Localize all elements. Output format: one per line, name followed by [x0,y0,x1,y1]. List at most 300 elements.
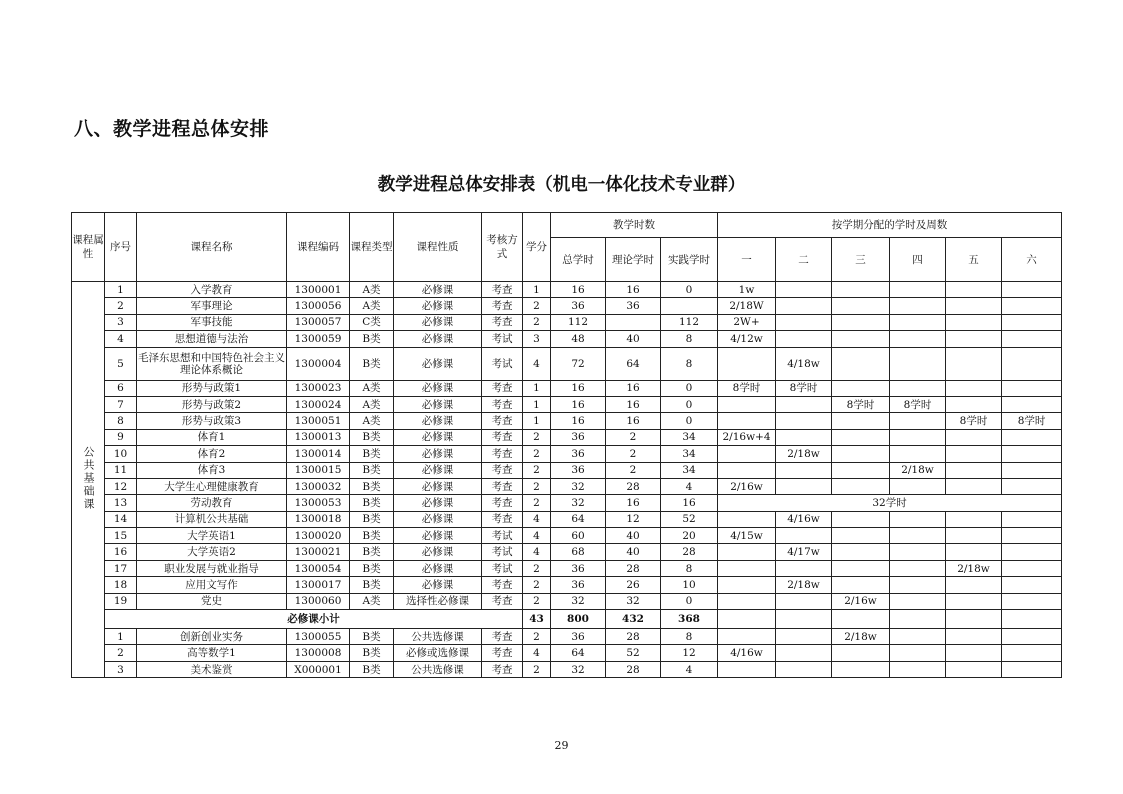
course-code: 1300057 [287,314,350,330]
credit: 2 [523,560,551,576]
credit: 2 [523,661,551,677]
row-index: 3 [105,661,137,677]
course-nature: 公共选修课 [394,629,482,645]
total-hours: 32 [551,661,606,677]
semester-4 [890,645,946,661]
table-row [72,446,1062,462]
row-index: 3 [105,314,137,330]
table-row [72,298,1062,314]
semester-1 [718,347,776,380]
row-index: 10 [105,446,137,462]
row-index: 13 [105,495,137,511]
course-nature: 必修课 [394,380,482,396]
table-title: 教学进程总体安排表（机电一体化技术专业群） [377,175,746,195]
semester-4: 2/18w [890,462,946,478]
semester-6 [1002,396,1062,412]
practice-hours: 0 [661,593,718,609]
total-hours: 32 [551,495,606,511]
row-index: 2 [105,645,137,661]
exam-method: 考查 [482,396,523,412]
semester-3 [832,282,890,298]
subtotal-semester-1 [718,610,776,629]
total-hours: 60 [551,528,606,544]
course-type: B类 [350,629,394,645]
course-code: 1300004 [287,347,350,380]
course-code: 1300015 [287,462,350,478]
semester-2 [776,629,832,645]
practice-hours: 34 [661,446,718,462]
row-index: 2 [105,298,137,314]
theory-hours: 32 [606,593,661,609]
course-nature: 必修课 [394,528,482,544]
row-index: 5 [105,347,137,380]
semester-5 [946,331,1002,347]
course-type: B类 [350,462,394,478]
table-row [72,593,1062,609]
semester-1 [718,560,776,576]
exam-method: 考查 [482,593,523,609]
row-index: 18 [105,577,137,593]
total-hours: 32 [551,593,606,609]
table-row [72,560,1062,576]
semester-5 [946,314,1002,330]
semester-4 [890,347,946,380]
practice-hours: 8 [661,560,718,576]
semester-3 [832,347,890,380]
practice-hours: 8 [661,347,718,380]
credit: 2 [523,478,551,494]
semester-2 [776,298,832,314]
semester-6 [1002,429,1062,445]
course-nature: 必修课 [394,429,482,445]
practice-hours: 0 [661,380,718,396]
header-nature: 课程性质 [394,213,482,282]
course-code: 1300001 [287,282,350,298]
semester-1: 1w [718,282,776,298]
total-hours: 36 [551,446,606,462]
total-hours: 72 [551,347,606,380]
credit: 1 [523,380,551,396]
credit: 2 [523,446,551,462]
course-code: 1300032 [287,478,350,494]
theory-hours: 40 [606,544,661,560]
semester-6 [1002,645,1062,661]
course-code: 1300020 [287,528,350,544]
header-practice-hours: 实践学时 [661,238,718,282]
course-nature: 必修课 [394,495,482,511]
semester-1: 2W+ [718,314,776,330]
exam-method: 考试 [482,544,523,560]
course-name: 思想道德与法治 [137,331,287,347]
exam-method: 考查 [482,462,523,478]
subtotal-semester-3 [832,610,890,629]
semester-3 [832,314,890,330]
course-name: 大学英语2 [137,544,287,560]
theory-hours: 28 [606,661,661,677]
theory-hours: 36 [606,298,661,314]
semester-1 [718,629,776,645]
semester-3: 2/18w [832,629,890,645]
table-row [72,528,1062,544]
theory-hours [606,314,661,330]
semester-5 [946,347,1002,380]
course-type: A类 [350,396,394,412]
semester-4 [890,413,946,429]
credit: 4 [523,511,551,527]
table-row [72,429,1062,445]
semester-6 [1002,528,1062,544]
exam-method: 考查 [482,298,523,314]
course-name: 军事理论 [137,298,287,314]
credit: 2 [523,629,551,645]
semester-3 [832,478,890,494]
course-nature: 必修课 [394,577,482,593]
credit: 2 [523,495,551,511]
semester-6 [1002,446,1062,462]
table-row [72,478,1062,494]
semester-6 [1002,380,1062,396]
table-row [72,396,1062,412]
total-hours: 68 [551,544,606,560]
semester-5 [946,593,1002,609]
course-type: A类 [350,413,394,429]
header-category: 课程属性 [72,213,105,282]
exam-method: 考查 [482,577,523,593]
subtotal-total-hours: 800 [551,610,606,629]
table-row [72,661,1062,677]
course-code: 1300008 [287,645,350,661]
total-hours: 16 [551,413,606,429]
course-type: A类 [350,593,394,609]
exam-method: 考试 [482,347,523,380]
course-name: 计算机公共基础 [137,511,287,527]
semester-3 [832,429,890,445]
header-hours-group: 教学时数 [551,213,718,238]
course-name: 劳动教育 [137,495,287,511]
credit: 2 [523,314,551,330]
course-type: B类 [350,446,394,462]
exam-method: 考试 [482,560,523,576]
theory-hours: 52 [606,645,661,661]
theory-hours: 28 [606,560,661,576]
practice-hours: 10 [661,577,718,593]
semester-5 [946,528,1002,544]
course-code: 1300021 [287,544,350,560]
total-hours: 36 [551,629,606,645]
exam-method: 考查 [482,661,523,677]
course-code: 1300056 [287,298,350,314]
semester-1 [718,544,776,560]
semester-5 [946,380,1002,396]
semester-4 [890,511,946,527]
semester-6 [1002,560,1062,576]
course-nature: 必修课 [394,331,482,347]
course-type: A类 [350,298,394,314]
course-name: 体育2 [137,446,287,462]
table-row [72,331,1062,347]
course-name: 体育3 [137,462,287,478]
course-type: B类 [350,577,394,593]
course-type: B类 [350,544,394,560]
semester-4 [890,380,946,396]
semester-2 [776,645,832,661]
course-name: 应用文写作 [137,577,287,593]
semester-2: 2/18w [776,577,832,593]
theory-hours: 40 [606,528,661,544]
table-row [72,380,1062,396]
category-label: 公共基础课 [82,445,95,511]
course-nature: 必修课 [394,347,482,380]
course-code: 1300014 [287,446,350,462]
practice-hours: 0 [661,282,718,298]
exam-method: 考查 [482,629,523,645]
semester-3 [832,577,890,593]
credit: 2 [523,577,551,593]
course-type: B类 [350,528,394,544]
semester-6 [1002,511,1062,527]
semester-3 [832,560,890,576]
semester-2: 2/18w [776,446,832,462]
row-index: 4 [105,331,137,347]
semester-1 [718,511,776,527]
semester-3 [832,645,890,661]
course-code: 1300059 [287,331,350,347]
credit: 4 [523,544,551,560]
semester-5 [946,577,1002,593]
category-cell [72,282,105,678]
practice-hours: 52 [661,511,718,527]
semester-4 [890,629,946,645]
semester-4 [890,528,946,544]
subtotal-credit: 43 [523,610,551,629]
course-nature: 必修课 [394,446,482,462]
practice-hours: 8 [661,331,718,347]
course-type: A类 [350,380,394,396]
course-type: C类 [350,314,394,330]
semester-5 [946,282,1002,298]
exam-method: 考查 [482,413,523,429]
course-type: B类 [350,331,394,347]
course-nature: 必修课 [394,413,482,429]
course-code: 1300060 [287,593,350,609]
semester-3 [832,511,890,527]
course-nature: 必修课 [394,511,482,527]
subtotal-semester-6 [1002,610,1062,629]
course-code: 1300013 [287,429,350,445]
table-row [72,314,1062,330]
course-type: B类 [350,560,394,576]
row-index: 16 [105,544,137,560]
header-type: 课程类型 [350,213,394,282]
theory-hours: 2 [606,429,661,445]
semester-2: 4/18w [776,347,832,380]
subtotal-practice-hours: 368 [661,610,718,629]
semester-3: 8学时 [832,396,890,412]
practice-hours: 34 [661,429,718,445]
exam-method: 考查 [482,446,523,462]
course-nature: 必修课 [394,544,482,560]
course-type: B类 [350,429,394,445]
semester-1 [718,661,776,677]
course-code: 1300054 [287,560,350,576]
row-index: 12 [105,478,137,494]
table-row [72,629,1062,645]
header-semester-1: 一 [718,238,776,282]
credit: 1 [523,396,551,412]
theory-hours: 26 [606,577,661,593]
table-row [72,282,1062,298]
course-name: 高等数学1 [137,645,287,661]
course-type: B类 [350,495,394,511]
semester-5 [946,544,1002,560]
semester-5 [946,396,1002,412]
course-code: 1300051 [287,413,350,429]
semester-2 [776,661,832,677]
semester-3 [832,462,890,478]
total-hours: 36 [551,560,606,576]
subtotal-row [72,610,1062,629]
semester-5 [946,462,1002,478]
semester-2 [776,560,832,576]
theory-hours: 64 [606,347,661,380]
table-row [72,495,1062,511]
row-index: 11 [105,462,137,478]
semester-6 [1002,544,1062,560]
semester-5 [946,661,1002,677]
course-name: 形势与政策3 [137,413,287,429]
table-row [72,413,1062,429]
theory-hours: 40 [606,331,661,347]
row-index: 1 [105,282,137,298]
header-semester-6: 六 [1002,238,1062,282]
course-code: 1300023 [287,380,350,396]
semester-3 [832,331,890,347]
subtotal-semester-2 [776,610,832,629]
semester-1: 2/16w+4 [718,429,776,445]
course-nature: 必修课 [394,298,482,314]
course-name: 毛泽东思想和中国特色社会主义理论体系概论 [137,347,287,380]
semester-4 [890,661,946,677]
table-row [72,544,1062,560]
semester-1: 8学时 [718,380,776,396]
course-code: X000001 [287,661,350,677]
course-name: 职业发展与就业指导 [137,560,287,576]
semester-1 [718,413,776,429]
theory-hours: 28 [606,629,661,645]
practice-hours: 8 [661,629,718,645]
theory-hours: 28 [606,478,661,494]
theory-hours: 16 [606,396,661,412]
semester-2 [776,314,832,330]
exam-method: 考试 [482,331,523,347]
subtotal-theory-hours: 432 [606,610,661,629]
exam-method: 考查 [482,495,523,511]
credit: 4 [523,528,551,544]
course-name: 体育1 [137,429,287,445]
credit: 4 [523,347,551,380]
header-semester-4: 四 [890,238,946,282]
practice-hours [661,298,718,314]
semester-4 [890,446,946,462]
total-hours: 48 [551,331,606,347]
semester-4 [890,478,946,494]
credit: 2 [523,462,551,478]
header-semester-group: 按学期分配的学时及周数 [718,213,1062,238]
total-hours: 36 [551,462,606,478]
exam-method: 考查 [482,645,523,661]
semester-5 [946,429,1002,445]
header-semester-5: 五 [946,238,1002,282]
semester-4 [890,298,946,314]
row-index: 14 [105,511,137,527]
semester-1 [718,593,776,609]
schedule-table [71,212,1062,678]
semester-5: 8学时 [946,413,1002,429]
course-nature: 必修课 [394,478,482,494]
semester-6 [1002,661,1062,677]
exam-method: 考查 [482,380,523,396]
credit: 3 [523,331,551,347]
semester-6 [1002,314,1062,330]
practice-hours: 28 [661,544,718,560]
semester-2 [776,593,832,609]
semester-5 [946,298,1002,314]
semester-3: 2/16w [832,593,890,609]
subtotal-semester-4 [890,610,946,629]
exam-method: 考查 [482,429,523,445]
semester-3 [832,413,890,429]
row-index: 19 [105,593,137,609]
semester-3 [832,446,890,462]
semester-6: 8学时 [1002,413,1062,429]
course-name: 形势与政策1 [137,380,287,396]
course-code: 1300055 [287,629,350,645]
total-hours: 32 [551,478,606,494]
semester-4 [890,282,946,298]
course-type: B类 [350,661,394,677]
semester-5: 2/18w [946,560,1002,576]
page-number: 29 [554,739,569,752]
course-nature: 必修课 [394,462,482,478]
semester-4 [890,593,946,609]
exam-method: 考查 [482,282,523,298]
semester-6 [1002,282,1062,298]
row-index: 1 [105,629,137,645]
semester-2: 4/16w [776,511,832,527]
course-type: B类 [350,511,394,527]
semester-1 [718,462,776,478]
semester-3 [832,544,890,560]
practice-hours: 4 [661,478,718,494]
row-index: 7 [105,396,137,412]
theory-hours: 2 [606,446,661,462]
row-index: 9 [105,429,137,445]
table-row [72,462,1062,478]
theory-hours: 16 [606,380,661,396]
course-code: 1300017 [287,577,350,593]
semester-1: 4/12w [718,331,776,347]
semester-2 [776,413,832,429]
credit: 2 [523,429,551,445]
total-hours: 36 [551,577,606,593]
semester-3 [832,298,890,314]
semester-5 [946,645,1002,661]
semester-4 [890,577,946,593]
semester-5 [946,446,1002,462]
total-hours: 16 [551,380,606,396]
semester-5 [946,478,1002,494]
semester-2 [776,331,832,347]
